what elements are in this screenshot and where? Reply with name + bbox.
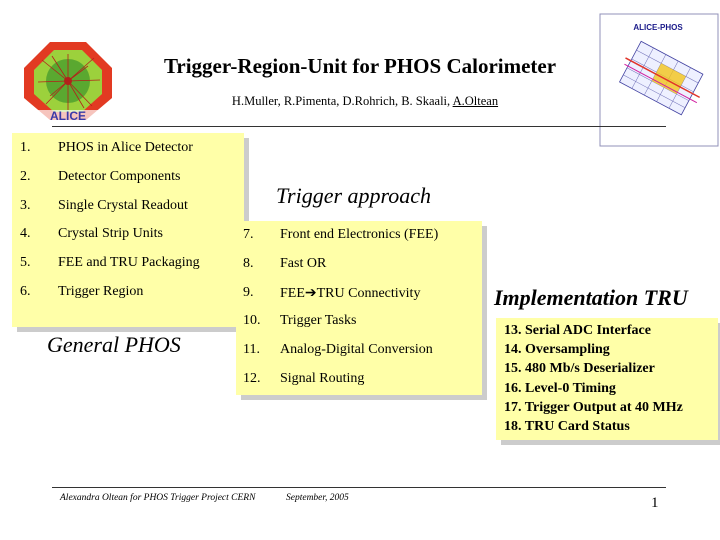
item-number: 2.: [20, 169, 31, 184]
item-label: Trigger Region: [58, 284, 144, 299]
item-label: Trigger Tasks: [280, 313, 357, 328]
item-number: 9.: [243, 285, 254, 300]
item-number: 7.: [243, 227, 254, 242]
item-label: Crystal Strip Units: [58, 226, 164, 241]
list-item: 13. Serial ADC Interface: [504, 323, 651, 338]
alice-logo-text: ALICE: [50, 109, 86, 122]
item-number: 5.: [20, 255, 31, 270]
footer-date: September, 2005: [286, 493, 349, 503]
item-label: Signal Routing: [280, 371, 365, 386]
phos-logo: [598, 12, 720, 148]
list-item: 15. 480 Mb/s Deserializer: [504, 361, 655, 376]
list-item: 17. Trigger Output at 40 MHz: [504, 400, 683, 415]
authors-line: [120, 94, 610, 109]
item-number: 4.: [20, 226, 31, 241]
item-label: Detector Components: [58, 169, 181, 184]
alice-logo: [22, 40, 114, 122]
list-item: 14. Oversampling: [504, 342, 610, 357]
trigger-approach-panel: [236, 221, 482, 395]
page-number: 1: [651, 495, 659, 511]
page-title: Trigger-Region-Unit for PHOS Calorimeter: [163, 54, 557, 78]
item-number: 10.: [243, 313, 261, 328]
list-item: 16. Level-0 Timing: [504, 381, 616, 396]
trigger-approach-title: Trigger approach: [276, 183, 432, 208]
phos-logo-text: ALICE-PHOS: [633, 23, 683, 32]
author-underlined: A.Oltean: [452, 94, 499, 108]
implementation-tru-title: Implementation TRU: [494, 285, 688, 310]
list-item: 18. TRU Card Status: [504, 419, 630, 434]
item-number: 3.: [20, 198, 31, 213]
general-phos-title: General PHOS: [47, 332, 181, 357]
item-number: 12.: [243, 371, 261, 386]
item-label: Fast OR: [280, 256, 327, 271]
item-number: 8.: [243, 256, 254, 271]
item-label: FEE and TRU Packaging: [58, 255, 200, 270]
item-label: FEE➔TRU Connectivity: [280, 286, 421, 301]
item-label: PHOS in Alice Detector: [58, 140, 193, 155]
item-number: 1.: [20, 140, 31, 155]
item-number: 6.: [20, 284, 31, 299]
authors-text: H.Muller, R.Pimenta, D.Rohrich, B. Skaali,: [231, 94, 453, 108]
item-label: Single Crystal Readout: [58, 198, 188, 213]
footer-author: Alexandra Oltean for PHOS Trigger Project CERN: [60, 493, 256, 503]
item-label: Analog-Digital Conversion: [280, 342, 433, 357]
item-label: Front end Electronics (FEE): [280, 227, 439, 242]
footer-divider: [52, 487, 666, 488]
header-divider: [52, 126, 666, 127]
item-number: 11.: [243, 342, 260, 357]
